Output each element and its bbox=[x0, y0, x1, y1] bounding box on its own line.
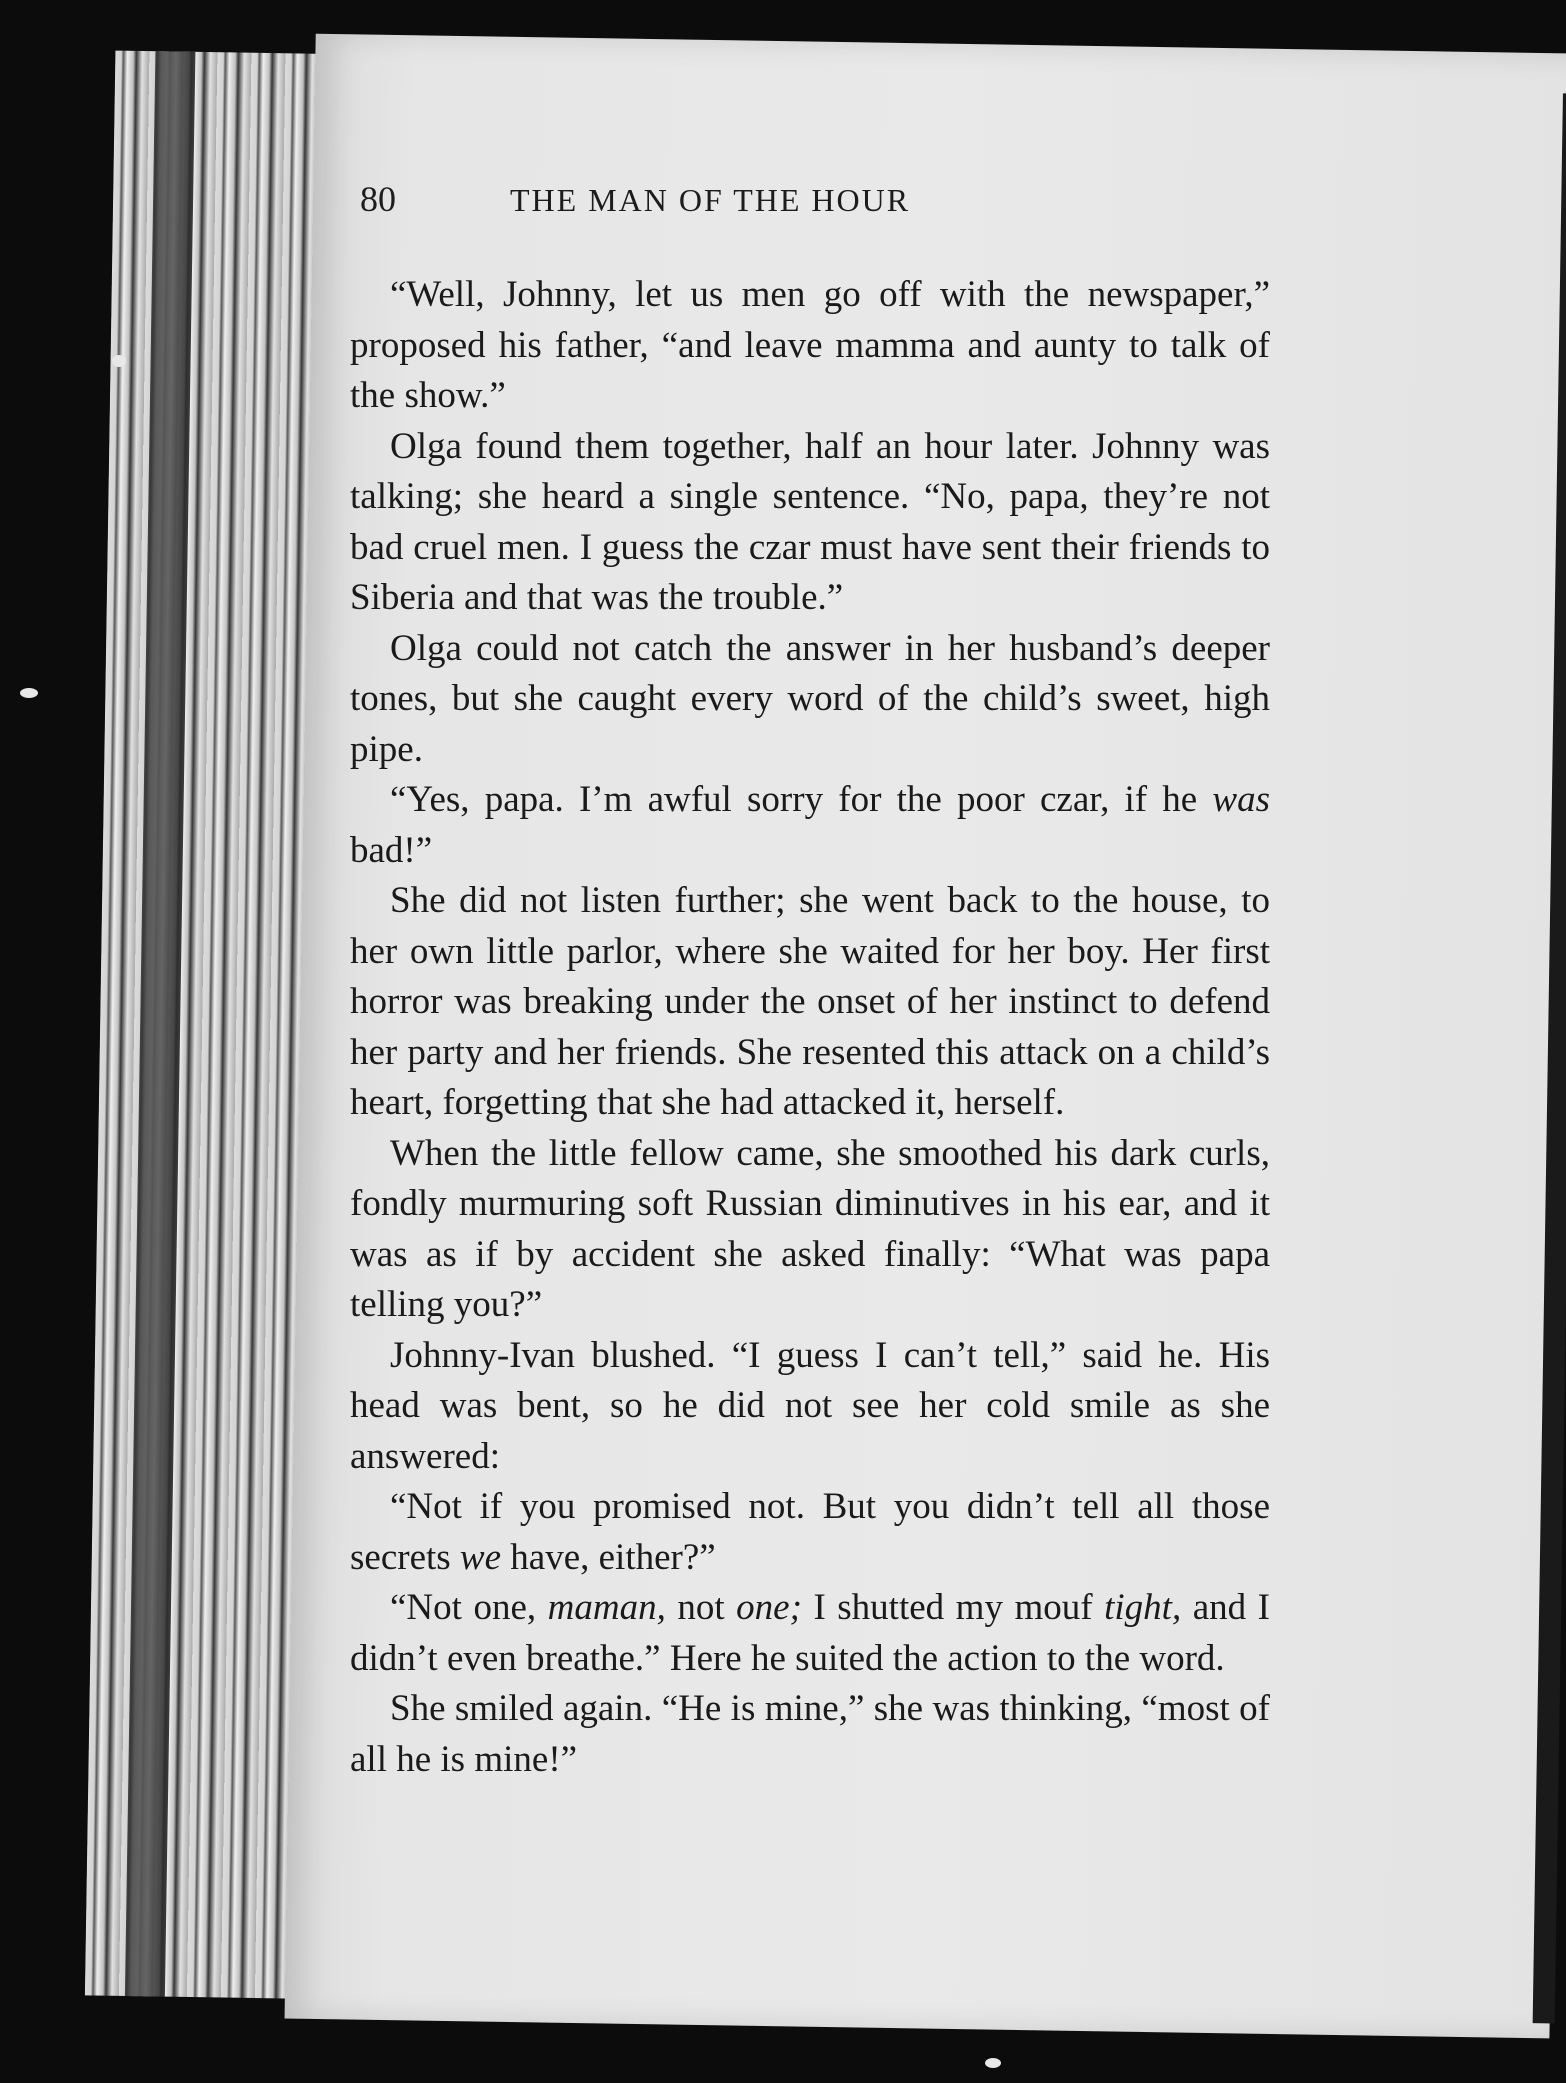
page-number: 80 bbox=[360, 179, 396, 219]
text-run: She did not listen further; she went back to the house, to her own little parlor, where she waited for her boy. Her first horror was breaking under the onset of her instinct to defend her party and her friends. She resented this attack on a child’s heart, forgetting that she had attacked it, herself. bbox=[350, 880, 1270, 1123]
paragraph bbox=[350, 422, 1270, 624]
text-run: She smiled again. “He is mine,” she was thinking, “most of all he is mine!” bbox=[350, 1688, 1270, 1780]
text-run: bad!” bbox=[350, 829, 433, 871]
paragraph bbox=[350, 876, 1270, 1129]
dust-speck bbox=[985, 2058, 1001, 2068]
text-run: not bbox=[665, 1587, 737, 1628]
paragraph bbox=[350, 624, 1270, 776]
italic-text: was bbox=[1212, 779, 1270, 820]
text-run: Olga found them together, half an hour later. Johnny was talking; she heard a single sentence. “No, papa, they’re not bad cruel men. I guess the czar must have sent their friends to Siberia and that was the trouble.” bbox=[350, 425, 1270, 618]
text-run: “Not one, bbox=[390, 1587, 548, 1628]
paragraph bbox=[350, 1129, 1270, 1331]
paragraph bbox=[350, 775, 1270, 876]
italic-text: maman, bbox=[547, 1587, 666, 1628]
text-run: and I didn’t even breathe.” Here he suited the action to the word. bbox=[350, 1587, 1270, 1679]
text-run: have, either?” bbox=[501, 1536, 716, 1578]
page-header bbox=[360, 178, 1260, 248]
paragraph bbox=[350, 1331, 1270, 1483]
text-run: I shutted my mouf bbox=[801, 1587, 1105, 1628]
italic-text: one; bbox=[736, 1587, 802, 1628]
body-text bbox=[350, 270, 1270, 1785]
paragraph bbox=[350, 1684, 1270, 1785]
paragraph bbox=[350, 1583, 1270, 1684]
paragraph bbox=[350, 270, 1270, 422]
text-run: Olga could not catch the answer in her husband’s deeper tones, but she caught every word of the child’s sweet, high pipe. bbox=[350, 627, 1270, 770]
italic-text: we bbox=[459, 1536, 502, 1578]
paragraph bbox=[350, 1482, 1270, 1583]
text-run: Johnny-Ivan blushed. “I guess I can’t tell,” said he. His head was bent, so he did not see her cold smile as she answered: bbox=[350, 1334, 1270, 1477]
running-title: THE MAN OF THE HOUR bbox=[510, 182, 911, 218]
italic-text: tight, bbox=[1104, 1587, 1182, 1628]
text-run: “Not if you promised not. But you didn’t tell all those secrets bbox=[350, 1486, 1270, 1578]
text-run: “Yes, papa. I’m awful sorry for the poor czar, if he bbox=[390, 779, 1213, 820]
text-run: When the little fellow came, she smoothed his dark curls, fondly murmuring soft Russian diminutives in his ear, and it was as if by accident she asked finally: “What was papa telling you?” bbox=[350, 1132, 1270, 1325]
text-run: “Well, Johnny, let us men go off with the newspaper,” proposed his father, “and leave mamma and aunty to talk of the show.” bbox=[350, 274, 1270, 416]
dust-speck bbox=[112, 355, 126, 367]
dust-speck bbox=[20, 688, 38, 698]
